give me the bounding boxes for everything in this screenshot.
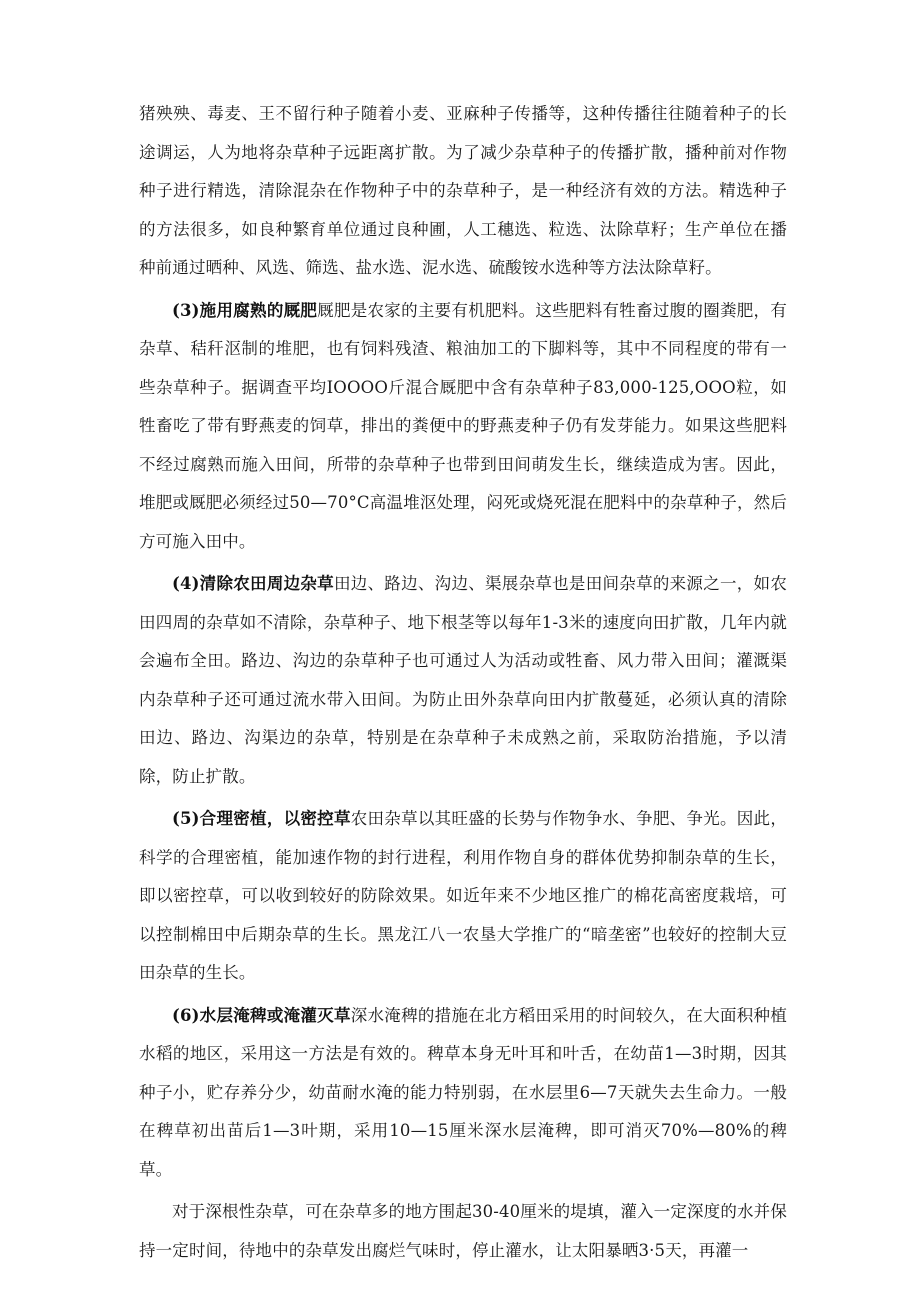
paragraph-text: 猪殃殃、毒麦、王不留行种子随着小麦、亚麻种子传播等，这种传播往往随着种子的长途调运，人为地将杂草种子远距离扩散。为了减少杂草种子的传播扩散，播种前对作物种子进行精选，清除混杂在作物种子中的杂草种子，是一种经济有效的方法。精选种子的方法很多，如良种繁育单位通过良种圃，人工穗选、粒选、汰除草籽；生产单位在播种前通过晒种、风选、筛选、盐水选、泥水选、硫酸铵水选种等方法汰除草籽。 [139,104,787,277]
paragraph-text: 深水淹稗的措施在北方稻田采用的时间较久，在大面积种植水稻的地区，采用这一方法是有效的。稗草本身无叶耳和叶舌，在幼苗1—3时期，因其种子小，贮存养分少，幼苗耐水淹的能力特别弱，在水层里6—7天就失去生命力。一般在稗草初出苗后1—3叶期，采用10—15厘米深水层淹稗，即可消灭70%—80%的稗草。 [139,1005,787,1179]
paragraph-dense-planting [139,800,787,993]
paragraph-seed-cleaning [139,95,787,288]
paragraph-text: 对于深根性杂草，可在杂草多的地方围起30-40厘米的堤填，灌入一定深度的水并保持一定时间，待地中的杂草发出腐烂气味时，停止灌水，让太阳暴晒3·5天，再灌一 [139,1202,787,1260]
section-heading-manure: (3)施用腐熟的厩肥 [172,300,318,320]
paragraph-manure [139,292,787,562]
paragraph-text: 厩肥是农家的主要有机肥料。这些肥料有牲畜过腹的圈粪肥，有杂草、秸秆沤制的堆肥，也有饲料残渣、粮油加工的下脚料等，其中不同程度的带有一些杂草种子。据调查平均IOOOO斤混合厩肥中含有杂草种子83,000-125,OOO粒，如牲畜吃了带有野燕麦的饲草，排出的粪便中的野燕麦种子仍有发芽能力。如果这些肥料不经过腐熟而施入田间，所带的杂草种子也带到田间萌发生长，继续造成为害。因此，堆肥或厩肥必须经过50—70°C高温堆沤处理，闷死或烧死混在肥料中的杂草种子，然后方可施入田中。 [139,300,787,551]
paragraph-text: 田边、路边、沟边、渠展杂草也是田间杂草的来源之一，如农田四周的杂草如不清除，杂草种子、地下根茎等以每年1-3米的速度向田扩散，几年内就会遍布全田。路边、沟边的杂草种子也可通过人为活动或牲畜、风力带入田间；灌溉渠内杂草种子还可通过流水带入田间。为防止田外杂草向田内扩散蔓延，必须认真的清除田边、路边、沟渠边的杂草，特别是在杂草种子未成熟之前，采取防治措施，予以清除，防止扩散。 [139,574,787,786]
paragraph-deep-root [139,1193,787,1270]
paragraph-flooding [139,997,787,1190]
paragraph-text: 农田杂草以其旺盛的长势与作物争水、争肥、争光。因此，科学的合理密植，能加速作物的封行进程，利用作物自身的群体优势抑制杂草的生长，即以密控草，可以收到较好的防除效果。如近年来不少地区推广的棉花高密度栽培，可以控制棉田中后期杂草的生长。黑龙江八一农垦大学推广的“暗垄密”也较好的控制大豆田杂草的生长。 [139,809,787,982]
document-body [139,95,787,1270]
paragraph-field-edges [139,565,787,796]
section-heading-dense-planting: (5)合理密植，以密控草 [172,809,351,828]
section-heading-flooding: (6)水层淹稗或淹灌灭草 [172,1005,351,1025]
section-heading-field-edges: (4)清除农田周边杂草 [172,574,334,593]
